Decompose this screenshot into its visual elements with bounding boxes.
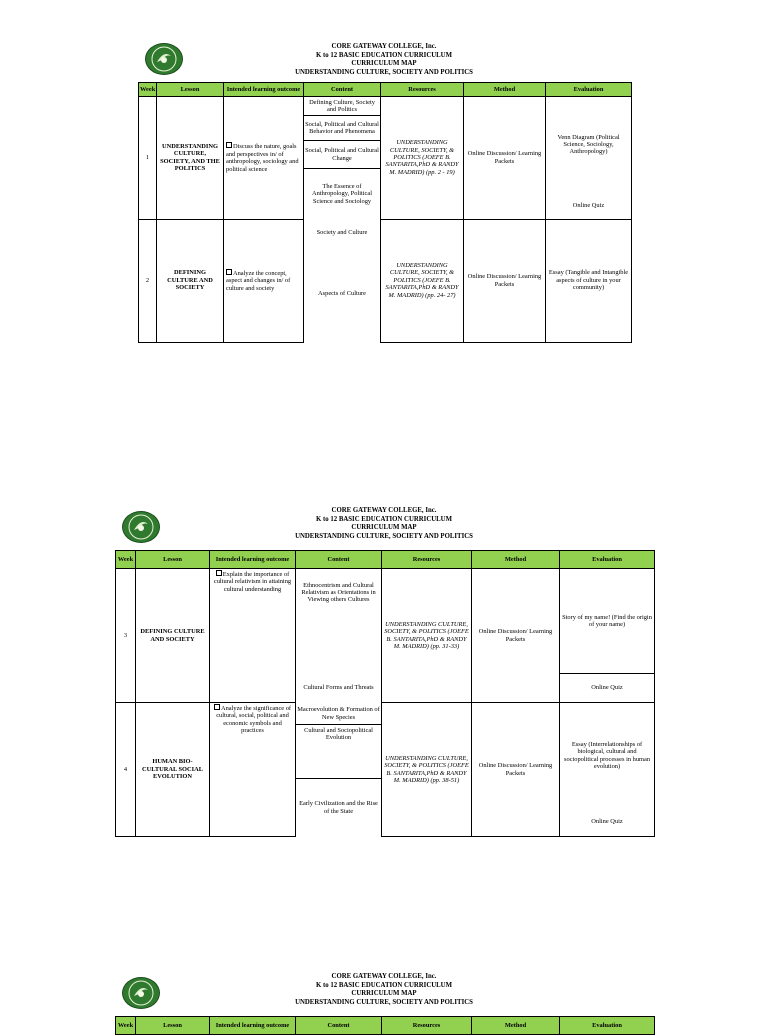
curriculum-table: [115, 550, 655, 837]
col-lesson: Lesson: [136, 551, 210, 569]
col-ilo: Intended learning outcome: [210, 551, 296, 569]
content-item: Social, Political and Cultural Change: [304, 141, 380, 169]
col-lesson: Lesson: [157, 83, 224, 97]
document-title: CURRICULUM MAP: [351, 990, 417, 998]
col-week: Week: [116, 551, 136, 569]
resources-cell: UNDERSTANDING CULTURE, SOCIETY, & POLITICS (JOEFE B. SANTARITA,PhD & RANDY M. MADRID) (pp. 31-33): [382, 569, 472, 703]
col-resources: Resources: [382, 1017, 472, 1035]
table-row: [116, 569, 655, 703]
content-cell: [304, 97, 381, 220]
checkbox-icon: [214, 704, 220, 710]
college-name: CORE GATEWAY COLLEGE, Inc.: [331, 507, 437, 514]
method-cell: Online Discussion/ Learning Packets: [472, 569, 560, 703]
method-cell: Online Discussion/ Learning Packets: [464, 97, 546, 220]
college-name: CORE GATEWAY COLLEGE, Inc.: [331, 973, 437, 980]
col-content: Content: [296, 551, 382, 569]
page-header: [270, 507, 498, 541]
evaluation-text: Essay (Interrelationships of biological, cultural and sociopolitical processes in human evolution): [563, 740, 651, 770]
subject-title: UNDERSTANDING CULTURE, SOCIETY AND POLITICS: [295, 998, 473, 1006]
col-evaluation: Evaluation: [560, 1017, 655, 1035]
checkbox-icon: [216, 570, 222, 576]
table-row: [116, 703, 655, 837]
table-header-row: [116, 551, 655, 569]
resources-cell: UNDERSTANDING CULTURE, SOCIETY, & POLITICS (JOEFE B. SANTARITA,PhD & RANDY M. MADRID) (pp. 38-51): [382, 703, 472, 837]
table-header-row: [116, 1017, 655, 1035]
evaluation-cell: [560, 703, 655, 837]
week-cell: 2: [139, 219, 157, 342]
ilo-cell: [224, 97, 304, 220]
program-name: K to 12 BASIC EDUCATION CURRICULUM: [315, 981, 452, 989]
lesson-cell: UNDERSTANDING CULTURE, SOCIETY, AND THE POLITICS: [157, 97, 224, 220]
content-item: Society and Culture: [316, 228, 368, 236]
ilo-text: Explain the importance of cultural relativism in attaining cultural understanding: [213, 571, 292, 593]
college-logo: [122, 977, 160, 1009]
evaluation-text: Venn Diagram (Political Science, Sociology, Anthropology): [557, 133, 620, 156]
table-row: [139, 219, 632, 342]
program-name: K to 12 BASIC EDUCATION CURRICULUM: [315, 515, 452, 523]
content-item: Cultural and Sociopolitical Evolution: [296, 725, 381, 779]
ilo-cell: [224, 219, 304, 342]
program-name: K to 12 BASIC EDUCATION CURRICULUM: [315, 51, 452, 59]
content-item: Aspects of Culture: [318, 289, 366, 297]
page-header: [270, 973, 498, 1007]
evaluation-cell: [546, 97, 632, 220]
method-cell: Online Discussion/ Learning Packets: [472, 703, 560, 837]
evaluation-quiz: Online Quiz: [572, 201, 605, 209]
col-week: Week: [116, 1017, 136, 1035]
evaluation-cell: Essay (Tangible and Intangible aspects of culture in your community): [546, 219, 632, 342]
table-row: [139, 97, 632, 220]
col-resources: Resources: [381, 83, 464, 97]
lesson-cell: DEFINING CULTURE AND SOCIETY: [136, 569, 210, 703]
subject-title: UNDERSTANDING CULTURE, SOCIETY AND POLITICS: [295, 532, 473, 540]
col-content: Content: [296, 1017, 382, 1035]
content-item: Early Civilization and the Rise of the State: [299, 800, 378, 815]
col-content: Content: [304, 83, 381, 97]
ilo-text: Analyze the concept, aspect and changes in/ of culture and society: [226, 269, 291, 292]
content-item: Ethnocentrism and Cultural Relativism as Orientations in Viewing others Cultures: [301, 581, 376, 604]
lesson-cell: DEFINING CULTURE AND SOCIETY: [157, 219, 224, 342]
content-item: The Essence of Anthropology, Political Science and Sociology: [312, 182, 372, 205]
col-method: Method: [472, 551, 560, 569]
curriculum-table: [115, 1016, 655, 1035]
curriculum-table: [138, 82, 632, 343]
resources-cell: UNDERSTANDING CULTURE, SOCIETY, & POLITICS (JOEFE B. SANTARITA,PhD & RANDY M. MADRID) (pp. 24- 27): [381, 219, 464, 342]
col-week: Week: [139, 83, 157, 97]
col-lesson: Lesson: [136, 1017, 210, 1035]
lesson-cell: HUMAN BIO-CULTURAL SOCIAL EVOLUTION: [136, 703, 210, 837]
table-header-row: [139, 83, 632, 97]
page-header: [270, 43, 498, 77]
col-ilo: Intended learning outcome: [210, 1017, 296, 1035]
ilo-cell: [210, 569, 296, 703]
method-cell: Online Discussion/ Learning Packets: [464, 219, 546, 342]
document-title: CURRICULUM MAP: [351, 60, 417, 68]
col-method: Method: [472, 1017, 560, 1035]
col-resources: Resources: [382, 551, 472, 569]
col-method: Method: [464, 83, 546, 97]
content-cell: [296, 703, 382, 837]
content-item: Macroevolution & Formation of New Species: [296, 703, 381, 725]
college-name: CORE GATEWAY COLLEGE, Inc.: [331, 43, 437, 50]
content-item: Defining Culture, Society and Politics: [304, 97, 380, 116]
evaluation-cell: [560, 569, 655, 703]
ilo-text: Discuss the nature, goals and perspectives in/ of anthropology, sociology and political science: [226, 143, 299, 173]
college-logo: [145, 43, 183, 75]
content-cell: [304, 219, 381, 342]
checkbox-icon: [226, 269, 232, 275]
col-evaluation: Evaluation: [546, 83, 632, 97]
content-cell: [296, 569, 382, 703]
subject-title: UNDERSTANDING CULTURE, SOCIETY AND POLITICS: [295, 68, 473, 76]
ilo-text: Analyze the significance of cultural, social, political and economic symbols and practices: [216, 705, 292, 735]
col-ilo: Intended learning outcome: [224, 83, 304, 97]
evaluation-quiz: Online Quiz: [560, 673, 654, 702]
week-cell: 1: [139, 97, 157, 220]
checkbox-icon: [226, 142, 232, 148]
college-logo: [122, 511, 160, 543]
ilo-cell: [210, 703, 296, 837]
col-evaluation: Evaluation: [560, 551, 655, 569]
week-cell: 3: [116, 569, 136, 703]
document-title: CURRICULUM MAP: [351, 524, 417, 532]
resources-cell: UNDERSTANDING CULTURE, SOCIETY, & POLITICS (JOEFE B. SANTARITA,PhD & RANDY M. MADRID) (pp. 2 - 19): [381, 97, 464, 220]
week-cell: 4: [116, 703, 136, 837]
content-item: Cultural Forms and Threats: [303, 684, 374, 692]
evaluation-text: Story of my name! (Find the origin of your name): [562, 613, 652, 628]
content-item: Social, Political and Cultural Behavior and Phenomena: [304, 116, 380, 141]
evaluation-quiz: Online Quiz: [591, 818, 623, 826]
